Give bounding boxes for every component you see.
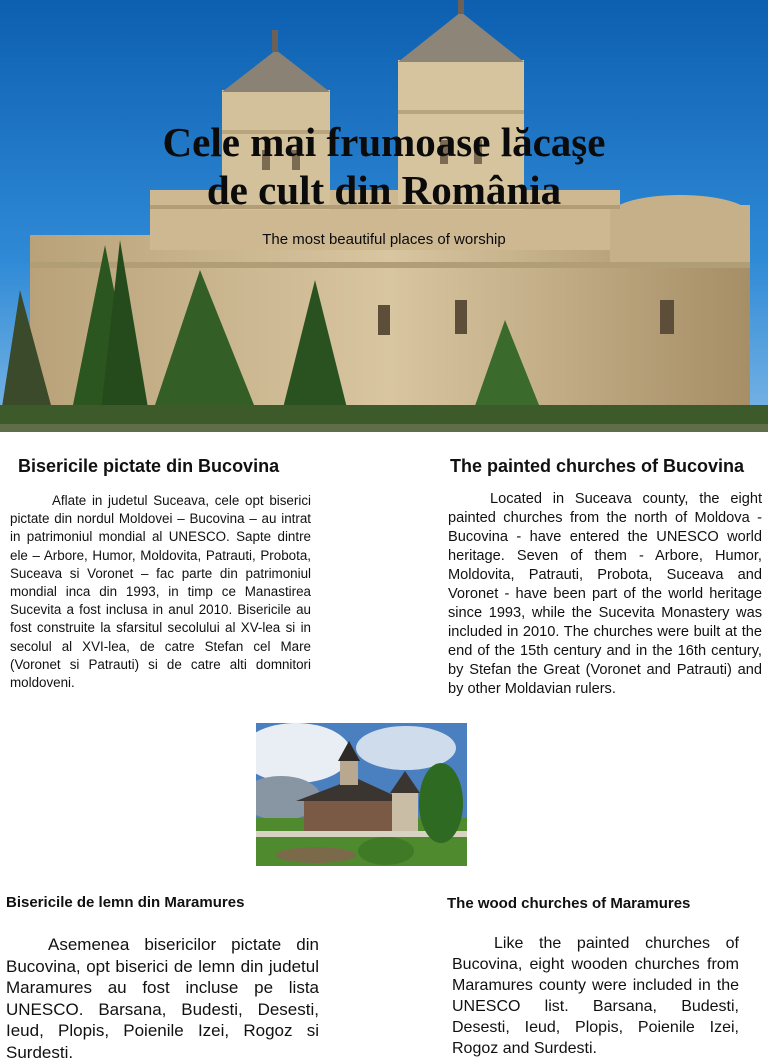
monastery-photo (0, 0, 768, 432)
paragraph-bucovina-ro: Aflate in judetul Suceava, cele opt biserici pictate din nordul Moldovei – Bucovina – au intrat in patrimoniul mondial al UNESCO. Sapte dintre ele – Arbore, Humor, Moldovita, Patrauti, Probota, Suceava si Voronet – fac parte din patrimoniul mondial inca din 1993, in timp ce Manastirea Sucevita a fost inclusa in anul 2010. Bisericile au fost construite la sfarsitul secolului al XV-lea si in secolul al XVI-lea, de catre Stefan cel Mare (Voronet si Patrauti) si de catre alti domnitori moldoveni. (10, 493, 311, 691)
heading-maramures-en: The wood churches of Maramures (447, 895, 691, 912)
heading-bucovina-ro: Bisericile pictate din Bucovina (18, 456, 280, 476)
heading-bucovina-en: The painted churches of Bucovina (450, 456, 745, 476)
title-line-2: de cult din România (206, 167, 562, 213)
paragraph-bucovina-en: Located in Suceava county, the eight painted churches from the north of Moldova - Bucovina - have entered the UNESCO world heritage. Seven of them - Arbore, Humor, Moldovita, Patrauti, Probota, Suceava and Voronet - have been part of the world heritage since 1993, while the Sucevita Monastery was included in 2010. The churches were built at the end of the 15th century and in the 16th century, by Stefan the Great (Voronet and Patrauti) and by other Moldavian rulers. (448, 491, 762, 697)
paragraph-maramures-en: Like the painted churches of Bucovina, eight wooden churches from Maramures county were included in the UNESCO list. Barsana, Budesti, Desesti, Ieud, Plopis, Poienile Izei, Rogoz and Surdesti. (452, 935, 739, 1057)
paragraph-maramures-ro: Asemenea bisericilor pictate din Bucovina, opt biserici de lemn din judetul Maramures au fost incluse pe lista UNESCO. Barsana, Budesti, Desesti, Ieud, Plopis, Poienile Izei, Rogoz si Surdesti. (6, 935, 319, 1062)
heading-maramures-ro: Bisericile de lemn din Maramures (6, 894, 245, 911)
sucevita-monastery-photo (256, 723, 467, 866)
page-title (0, 118, 768, 214)
page-subtitle: The most beautiful places of worship (262, 231, 506, 248)
hero-banner (0, 0, 768, 432)
title-line-1: Cele mai frumoase lăcaşe (162, 119, 606, 165)
